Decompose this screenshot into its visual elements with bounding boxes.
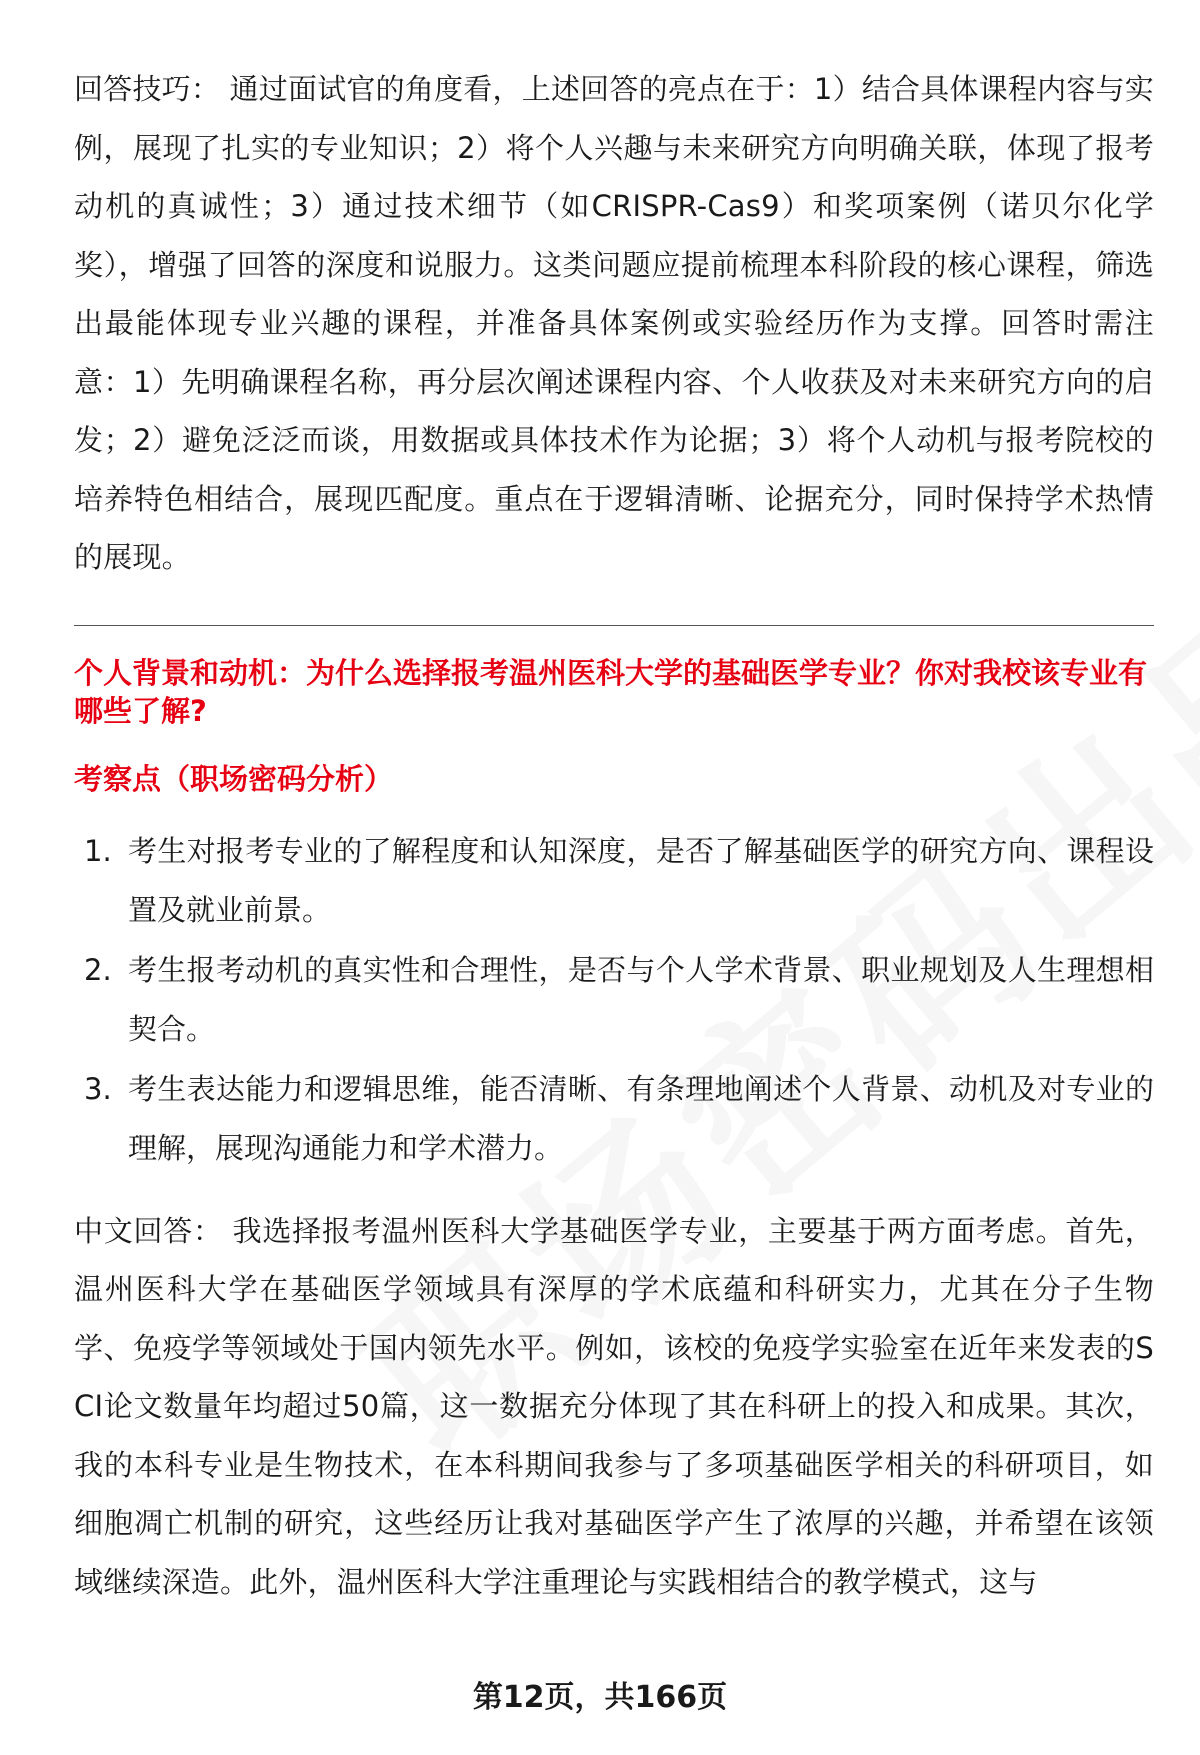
list-item-text: 考生表达能力和逻辑思维，能否清晰、有条理地阐述个人背景、动机及对专业的理解，展现沟通能力和学术潜力。: [128, 1071, 1154, 1165]
analysis-points-list: [74, 822, 1154, 1178]
section-divider: [74, 625, 1154, 626]
list-item-number: 1.: [84, 833, 112, 868]
tips-paragraph: 回答技巧： 通过面试官的角度看，上述回答的亮点在于：1）结合具体课程内容与实例，展现了扎实的专业知识；2）将个人兴趣与未来研究方向明确关联，体现了报考动机的真诚性；3）通过技术细节（如CRISPR-Cas9）和奖项案例（诺贝尔化学奖），增强了回答的深度和说服力。这类问题应提前梳理本科阶段的核心课程，筛选出最能体现专业兴趣的课程，并准备具体案例或实验经历作为支撑。回答时需注意：1）先明确课程名称，再分层次阐述课程内容、个人收获及对未来研究方向的启发；2）避免泛泛而谈，用数据或具体技术作为论据；3）将个人动机与报考院校的培养特色相结合，展现匹配度。重点在于逻辑清晰、论据充分，同时保持学术热情的展现。: [74, 72, 1154, 574]
list-item: [74, 822, 1154, 940]
list-item-text: 考生对报考专业的了解程度和认知深度，是否了解基础医学的研究方向、课程设置及就业前景。: [128, 833, 1154, 927]
list-item-number: 2.: [84, 952, 112, 987]
answer-paragraph: 中文回答： 我选择报考温州医科大学基础医学专业，主要基于两方面考虑。首先，温州医科大学在基础医学领域具有深厚的学术底蕴和科研实力，尤其在分子生物学、免疫学等领域处于国内领先水平。例如，该校的免疫学实验室在近年来发表的SCI论文数量年均超过50篇，这一数据充分体现了其在科研上的投入和成果。其次，我的本科专业是生物技术，在本科期间我参与了多项基础医学相关的科研项目，如细胞凋亡机制的研究，这些经历让我对基础医学产生了浓厚的兴趣，并希望在该领域继续深造。此外，温州医科大学注重理论与实践相结合的教学模式，这与: [74, 1213, 1154, 1599]
list-item-number: 3.: [84, 1071, 112, 1106]
main-content: [74, 60, 1154, 1611]
list-item-text: 考生报考动机的真实性和合理性，是否与个人学术背景、职业规划及人生理想相契合。: [128, 952, 1154, 1046]
analysis-section-title: 考察点（职场密码分析）: [74, 761, 394, 796]
list-item: [74, 941, 1154, 1059]
question-heading: 个人背景和动机：为什么选择报考温州医科大学的基础医学专业？你对我校该专业有哪些了解?: [74, 655, 1148, 728]
page-footer: 第12页，共166页: [472, 1680, 728, 1715]
list-item: [74, 1060, 1154, 1178]
